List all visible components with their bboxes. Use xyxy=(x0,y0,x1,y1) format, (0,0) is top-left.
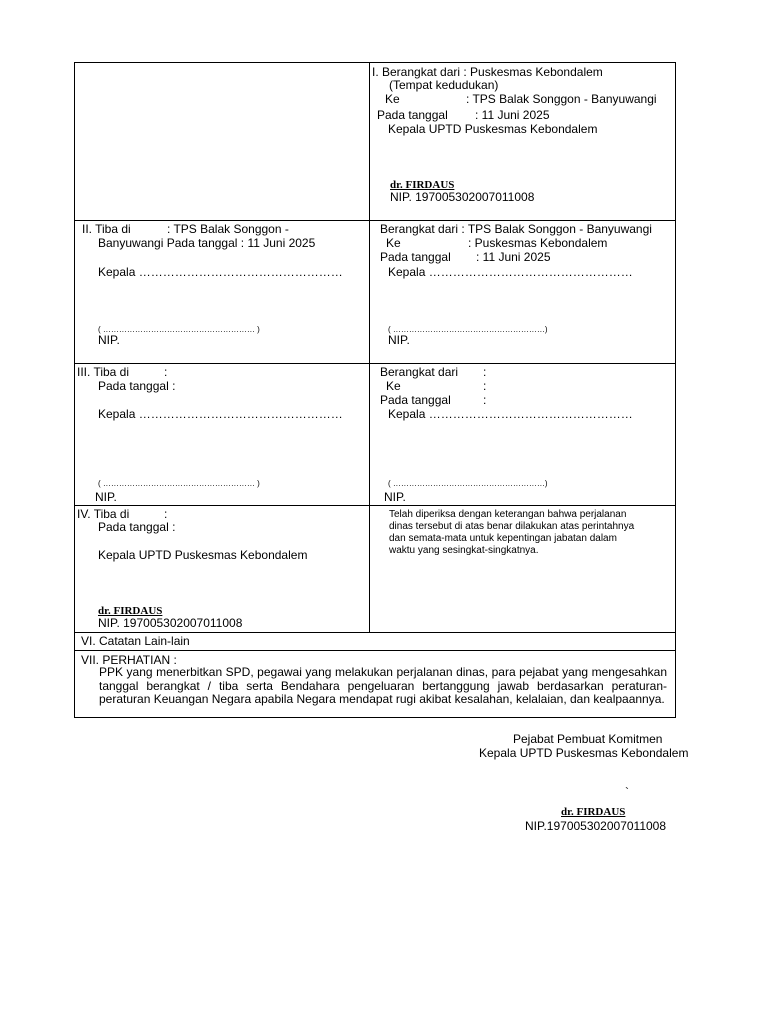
s2-kepala-left: Kepala …………………………………………… xyxy=(98,265,343,279)
s7-text: PPK yang menerbitkan SPD, pegawai yang melakukan perjalanan dinas, para pejabat yang mengesahkan tanggal berangkat / tiba serta Bendahara pengeluaran bertanggung jawab berdasarkan peraturan-peraturan Keuangan Negara apabila Negara mendapat rugi akibat kesalahan, kelalaian, dan kealpaannya. xyxy=(99,665,667,706)
s4-nip: NIP. 197005302007011008 xyxy=(98,616,243,630)
s4-note-line-3: dan semata-mata untuk kepentingan jabatan dalam xyxy=(389,533,617,544)
s2-tanggal-label: Pada tanggal xyxy=(380,250,451,264)
s4-note-line-2: dinas tersebut di atas benar dilakukan atas perintahnya xyxy=(389,521,635,532)
s1-berangkat: I. Berangkat dari : Puskesmas Kebondalem xyxy=(372,65,603,79)
s3-nip-right: NIP. xyxy=(384,490,406,504)
s2-kepala-right: Kepala …………………………………………… xyxy=(388,265,633,279)
footer-nip: NIP.197005302007011008 xyxy=(525,819,667,833)
s3-ke-colon: : xyxy=(483,379,487,393)
s3-berangkat-colon: : xyxy=(483,365,487,379)
s2-sign-left: ( ………………………………………………… ) xyxy=(98,325,260,334)
column-divider xyxy=(369,63,370,632)
s3-kepala-right: Kepala …………………………………………… xyxy=(388,407,633,421)
s4-tiba-colon: : xyxy=(164,507,168,521)
s2-nip-right: NIP. xyxy=(388,333,410,347)
s2-tanggal-value: : 11 Juni 2025 xyxy=(476,250,551,264)
s3-kepala-left: Kepala …………………………………………… xyxy=(98,407,343,421)
s1-nama: dr. FIRDAUS xyxy=(390,179,455,191)
s3-ke-label: Ke xyxy=(386,379,401,393)
s4-tiba-label: IV. Tiba di xyxy=(77,507,130,521)
s4-note-line-1: Telah diperiksa dengan keterangan bahwa perjalanan xyxy=(389,509,627,520)
s2-tiba-line2: Banyuwangi Pada tanggal : 11 Juni 2025 xyxy=(98,236,316,250)
s3-tanggal-left: Pada tanggal : xyxy=(98,379,176,393)
s2-tiba-value: : TPS Balak Songgon - xyxy=(167,222,289,236)
footer-jabatan-1: Pejabat Pembuat Komitmen xyxy=(513,732,663,746)
s2-nip-left: NIP. xyxy=(98,333,120,347)
s4-nama: dr. FIRDAUS xyxy=(98,605,163,617)
s2-sign-right: ( …………………………………………………) xyxy=(388,325,548,334)
spd-back-form xyxy=(74,62,676,718)
s3-berangkat-label: Berangkat dari xyxy=(380,365,459,379)
s1-tempat: (Tempat kedudukan) xyxy=(389,78,499,92)
footer-mark: ` xyxy=(625,785,629,799)
row-divider-1 xyxy=(75,220,675,221)
s1-nip: NIP. 197005302007011008 xyxy=(390,190,535,204)
s3-nip-left: NIP. xyxy=(95,490,117,504)
s7-label: VII. PERHATIAN : xyxy=(81,653,177,667)
s3-tanggal-colon: : xyxy=(483,393,487,407)
s2-ke-label: Ke xyxy=(386,236,401,250)
footer-nama: dr. FIRDAUS xyxy=(561,806,626,818)
s4-note-line-4: waktu yang sesingkat-singkatnya. xyxy=(389,545,539,556)
s1-jabatan: Kepala UPTD Puskesmas Kebondalem xyxy=(388,122,598,136)
s4-tanggal: Pada tanggal : xyxy=(98,520,176,534)
row-divider-5 xyxy=(75,650,675,651)
row-divider-3 xyxy=(75,505,675,506)
s3-tiba-colon: : xyxy=(164,365,168,379)
s4-jabatan: Kepala UPTD Puskesmas Kebondalem xyxy=(98,548,308,562)
s3-tanggal-label: Pada tanggal xyxy=(380,393,451,407)
s3-sign-left: ( ………………………………………………… ) xyxy=(98,479,260,488)
s3-tiba-label: III. Tiba di xyxy=(77,365,130,379)
s3-sign-right: ( …………………………………………………) xyxy=(388,479,548,488)
s6-label: VI. Catatan Lain-lain xyxy=(81,634,190,648)
s2-ke-value: : Puskesmas Kebondalem xyxy=(468,236,608,250)
s2-berangkat: Berangkat dari : TPS Balak Songgon - Banyuwangi xyxy=(380,222,652,236)
s1-tanggal-value: : 11 Juni 2025 xyxy=(475,108,550,122)
row-divider-4 xyxy=(75,632,675,633)
footer-jabatan-2: Kepala UPTD Puskesmas Kebondalem xyxy=(479,746,689,760)
s1-tanggal-label: Pada tanggal xyxy=(377,108,448,122)
row-divider-2 xyxy=(75,363,675,364)
s1-ke-value: : TPS Balak Songgon - Banyuwangi xyxy=(466,92,657,106)
s2-tiba-label: II. Tiba di xyxy=(82,222,131,236)
s1-ke-label: Ke xyxy=(385,92,400,106)
